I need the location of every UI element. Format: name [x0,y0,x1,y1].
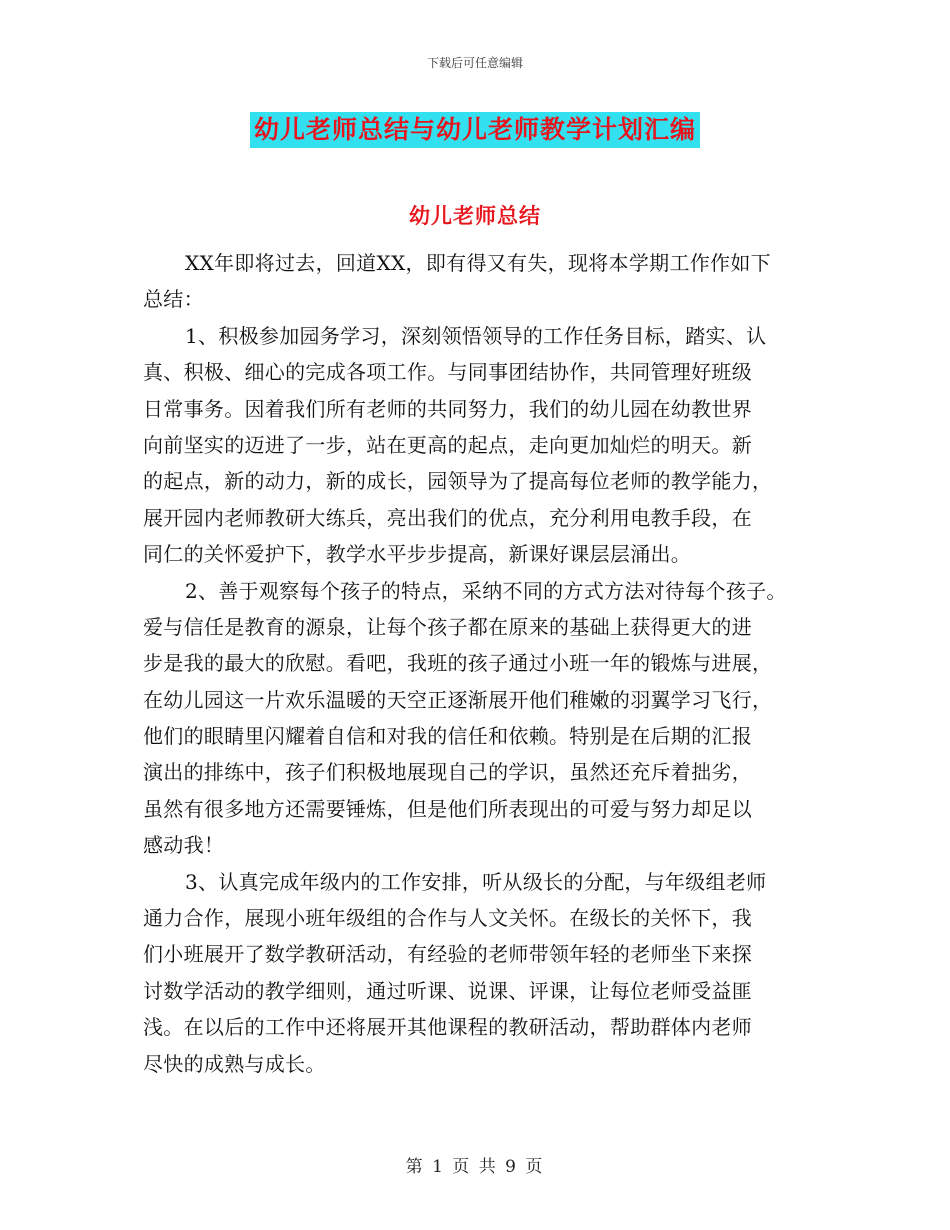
main-title-container [0,112,950,148]
page-footer: 第 1 页 共 9 页 [405,1157,545,1177]
text-line: 的起点，新的动力，新的成长，园领导为了提高每位老师的教学能力， [143,469,773,494]
text-line: XX年即将过去，回道XX，即有得又有失，现将本学期工作作如下 [185,251,771,275]
text-line: 2、善于观察每个孩子的特点，采纳不同的方式方法对待每个孩子。 [185,578,787,603]
text-line: 虽然有很多地方还需要锤炼，但是他们所表现出的可爱与努力却足以 [143,796,752,821]
text-line: 总结： [143,287,204,312]
text-line: 真、积极、细心的完成各项工作。与同事团结协作，共同管理好班级 [143,360,752,385]
text-line: 日常事务。因着我们所有老师的共同努力，我们的幼儿园在幼教世界 [143,396,752,421]
text-line: 步是我的最大的欣慰。看吧，我班的孩子通过小班一年的锻炼与进展， [143,651,773,676]
text-line: 尽快的成熟与成长。 [143,1051,326,1076]
text-line: 们小班展开了数学教研活动，有经验的老师带领年轻的老师坐下来探 [143,942,752,967]
header-note: 下载后可任意编辑 [426,56,523,70]
text-line: 演出的排练中，孩子们积极地展现自己的学识，虽然还充斥着拙劣， [143,760,752,785]
body-text [143,245,823,1082]
text-line: 1、积极参加园务学习，深刻领悟领导的工作任务目标，踏实、认 [185,323,767,348]
text-line: 同仁的关怀爱护下，教学水平步步提高，新课好课层层涌出。 [143,542,692,567]
main-title: 幼儿老师总结与幼儿老师教学计划汇编 [250,112,700,148]
text-line: 在幼儿园这一片欢乐温暖的天空正逐渐展开他们稚嫩的羽翼学习飞行， [143,687,773,712]
text-line: 通力合作，展现小班年级组的合作与人文关怀。在级长的关怀下，我 [143,906,752,931]
text-line: 他们的眼睛里闪耀着自信和对我的信任和依赖。特别是在后期的汇报 [143,724,752,749]
text-line: 向前坚实的迈进了一步，站在更高的起点，走向更加灿烂的明天。新 [143,432,752,457]
text-line: 感动我！ [143,833,225,858]
text-line: 展开园内老师教研大练兵，亮出我们的优点，充分利用电教手段，在 [143,505,752,530]
section-title: 幼儿老师总结 [409,204,541,228]
text-line: 浅。在以后的工作中还将展开其他课程的教研活动，帮助群体内老师 [143,1015,752,1040]
text-line: 3、认真完成年级内的工作安排，听从级长的分配，与年级组老师 [185,869,767,894]
text-line: 讨数学活动的教学细则，通过听课、说课、评课，让每位老师受益匪 [143,978,752,1003]
text-line: 爱与信任是教育的源泉，让每个孩子都在原来的基础上获得更大的进 [143,614,752,639]
